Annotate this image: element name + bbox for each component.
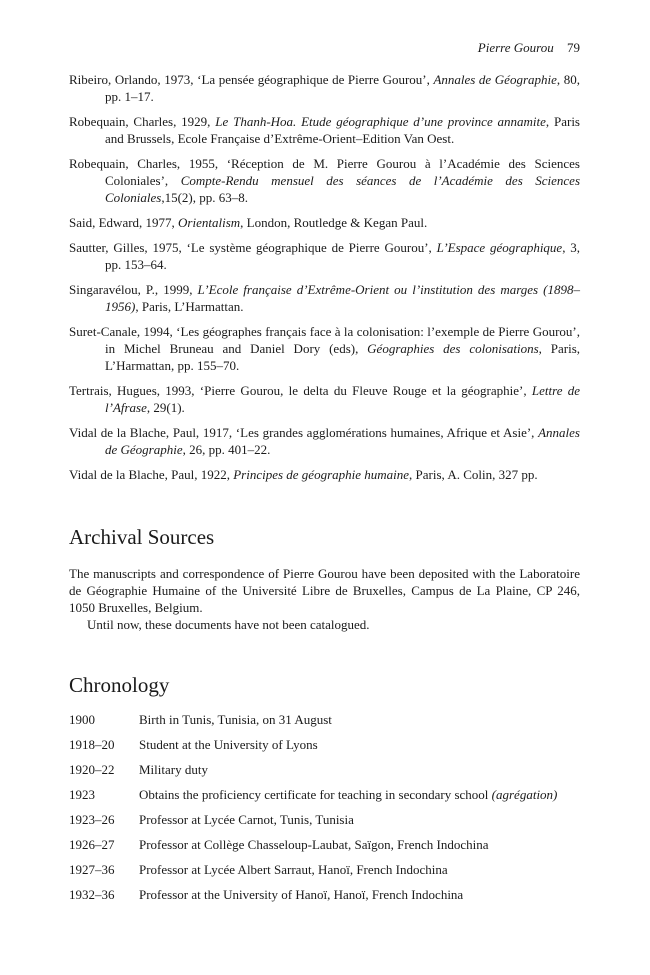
- reference-entry: Singaravélou, P., 1999, L’Ecole française d’Extrême-Orient ou l’institution des marges (1898–1956), Paris, L’Harmattan.: [69, 282, 580, 314]
- reference-entry: Robequain, Charles, 1929, Le Thanh-Hoa. Etude géographique d’une province annamite, Paris and Brussels, Ecole Française d’Extrême-Orient–Edition Van Oest.: [69, 114, 580, 146]
- chronology-year: 1932–36: [69, 887, 115, 902]
- reference-entry: Ribeiro, Orlando, 1973, ‘La pensée géographique de Pierre Gourou’, Annales de Géographie, 80, pp. 1–17.: [69, 72, 580, 104]
- chronology-event: Birth in Tunis, Tunisia, on 31 August: [139, 712, 332, 727]
- reference-entry: Said, Edward, 1977, Orientalism, London, Routledge & Kegan Paul.: [69, 215, 428, 230]
- reference-entry: Tertrais, Hugues, 1993, ‘Pierre Gourou, le delta du Fleuve Rouge et la géographie’, Lettre de l’Afrase, 29(1).: [69, 383, 581, 415]
- archival-paragraph: The manuscripts and correspondence of Pierre Gourou have been deposited with the Laboratoire de Géographie Humaine of the Université Libre de Bruxelles, Campus de La Plaine, CP 246, 1050 Bruxelles, Belgium.: [69, 566, 580, 615]
- chronology-entry: [69, 861, 580, 878]
- chronology-event: Professor at the University of Hanoï, Hanoï, French Indochina: [139, 887, 464, 902]
- chronology-entry: [69, 836, 580, 853]
- archival-sources-text: [69, 565, 580, 633]
- chronology-heading: Chronology: [69, 673, 170, 697]
- chronology-event: Professor at Collège Chasseloup-Laubat, Saïgon, French Indochina: [139, 837, 489, 852]
- chronology-entry: [69, 736, 580, 753]
- chronology-event: Professor at Lycée Carnot, Tunis, Tunisia: [139, 812, 354, 827]
- chronology-year: 1923–26: [69, 812, 115, 827]
- chronology-entry: [69, 711, 580, 728]
- archival-sources-heading: Archival Sources: [69, 525, 215, 549]
- running-head: [478, 40, 580, 56]
- chronology-event: Military duty: [139, 762, 208, 777]
- chronology-year: 1900: [69, 712, 95, 727]
- page-number: 79: [567, 40, 580, 55]
- reference-list: [69, 71, 580, 491]
- chronology-year: 1918–20: [69, 737, 115, 752]
- running-title: Pierre Gourou: [477, 40, 554, 55]
- chronology-year: 1923: [69, 787, 95, 802]
- chronology-entry: [69, 786, 580, 803]
- archival-paragraph: Until now, these documents have not been catalogued.: [87, 617, 370, 632]
- chronology-event: Obtains the proficiency certificate for teaching in secondary school (agrégation): [139, 787, 558, 802]
- reference-entry: Vidal de la Blache, Paul, 1922, Principes de géographie humaine, Paris, A. Colin, 327 pp.: [69, 467, 538, 482]
- chronology-year: 1920–22: [69, 762, 115, 777]
- chronology-entry: [69, 761, 580, 778]
- chronology-year: 1927–36: [69, 862, 115, 877]
- reference-entry: Vidal de la Blache, Paul, 1917, ‘Les grandes agglomérations humaines, Afrique et Asie’, Annales de Géographie, 26, pp. 401–22.: [69, 425, 580, 457]
- chronology-entry: [69, 811, 580, 828]
- reference-entry: Robequain, Charles, 1955, ‘Réception de M. Pierre Gourou à l’Académie des Sciences Coloniales’, Compte-Rendu mensuel des séances de l’Académie des Sciences Coloniales,15(2), pp. 63–8.: [69, 156, 580, 205]
- chronology-event: Student at the University of Lyons: [139, 737, 318, 752]
- chronology-event: Professor at Lycée Albert Sarraut, Hanoï, French Indochina: [139, 862, 448, 877]
- reference-entry: Suret-Canale, 1994, ‘Les géographes français face à la colonisation: l’exemple de Pierre Gourou’, in Michel Bruneau and Daniel Dory (eds), Géographies des colonisations, Paris, L’Harmattan, pp. 155–70.: [69, 324, 581, 373]
- reference-entry: Sautter, Gilles, 1975, ‘Le système géographique de Pierre Gourou’, L’Espace géographique, 3, pp. 153–64.: [69, 240, 581, 272]
- chronology-year: 1926–27: [69, 837, 115, 852]
- chronology-list: [69, 711, 580, 911]
- chronology-entry: [69, 886, 580, 903]
